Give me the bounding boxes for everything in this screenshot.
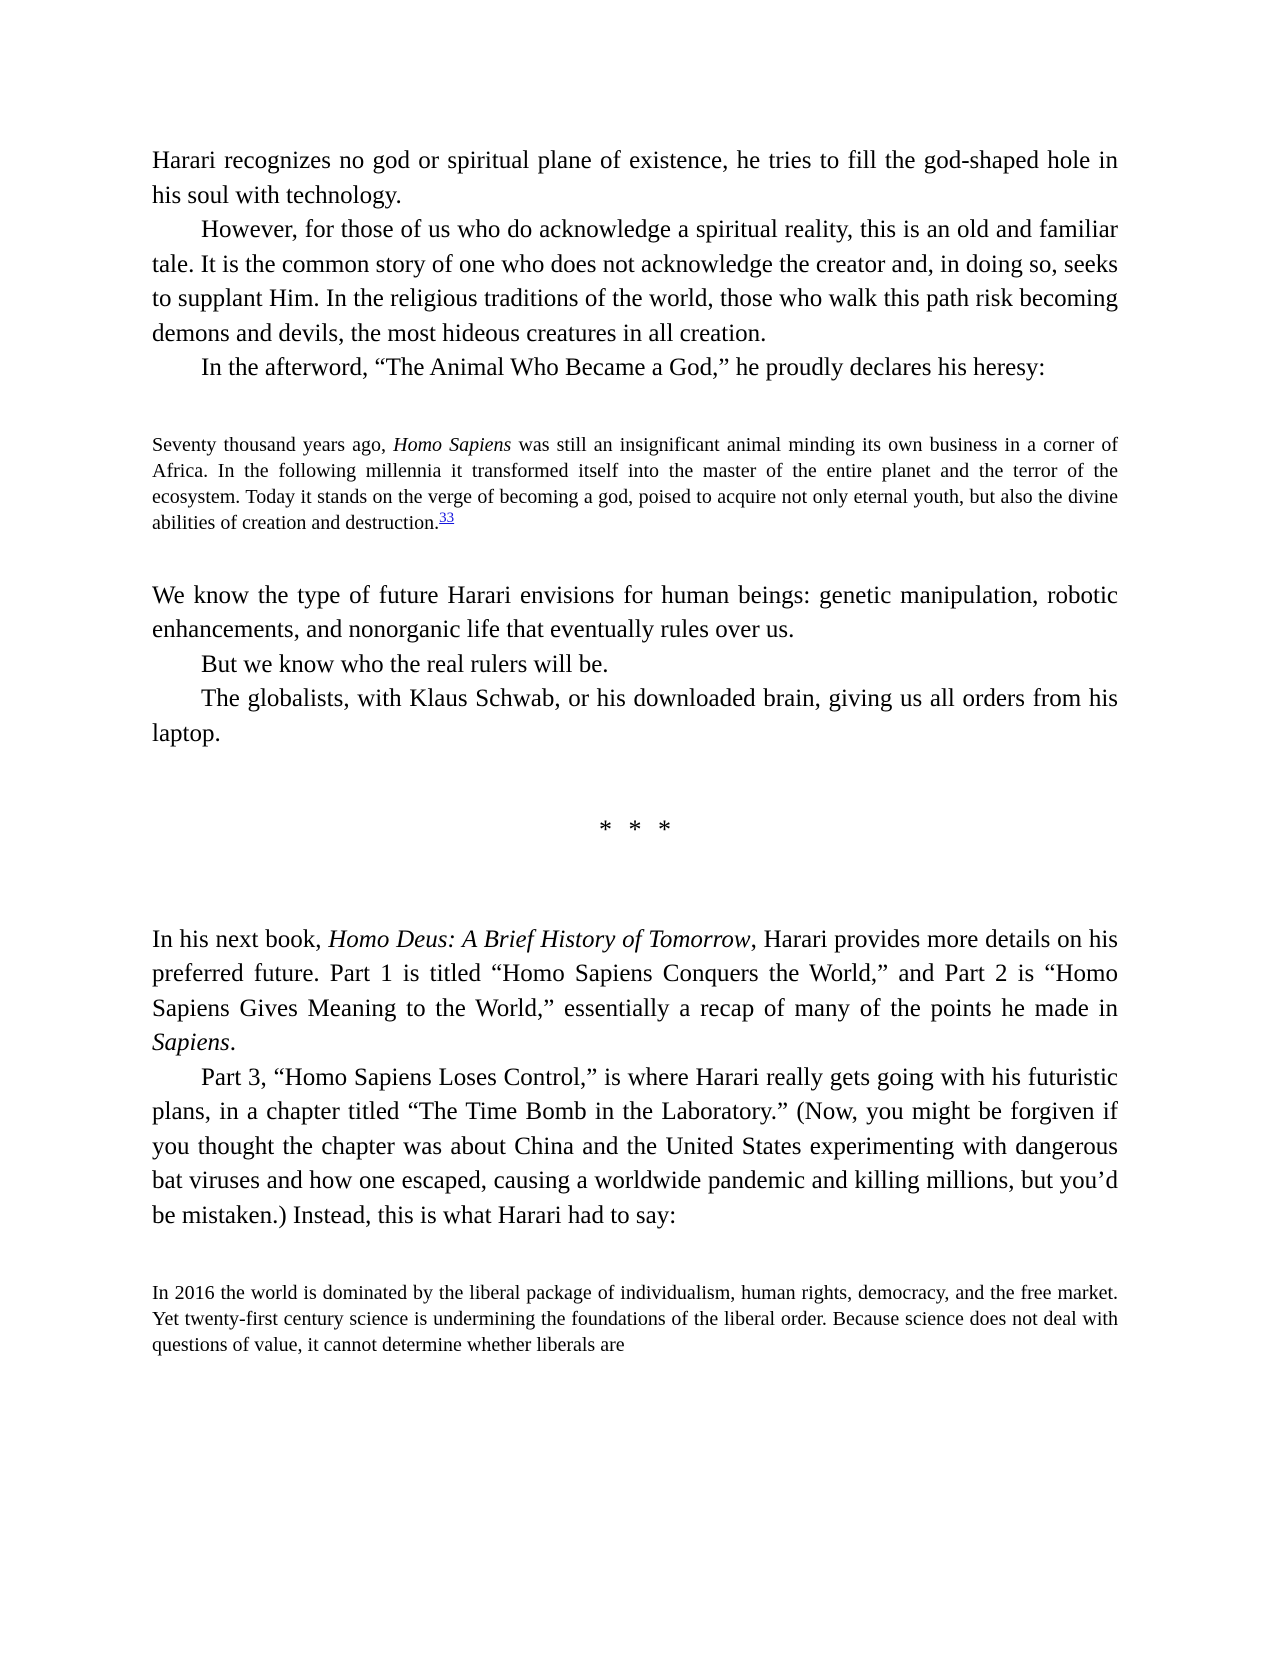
paragraph-however-spiritual: However, for those of us who do acknowledge a spiritual reality, this is an old and familiar tale. It is the common story of one who does not acknowledge the creator and, in doing so, seeks to supplant Him. In the religious traditions of the world, those who walk this path risk becoming demons and devils, the most hideous creatures in all creation. (152, 216, 1118, 347)
footnote-33-link[interactable]: 33 (439, 509, 455, 526)
paragraph-afterword: In the afterword, “The Animal Who Became a God,” he proudly declares his heresy: (201, 354, 1046, 381)
paragraph-real-rulers: But we know who the real rulers will be. (201, 650, 609, 678)
paragraph-next-book-homo-deus: In his next book, Homo Deus: A Brief History of Tomorrow, Harari provides more details on his preferred future. Part 1 is titled “Homo Sapiens Conquers the World,” and Part 2 is “Homo Sapiens Gives Meaning to the World,” essentially a recap of many of the points he made in Sapiens. (152, 925, 1119, 1056)
blockquote-seventy-thousand-years: Seventy thousand years ago, Homo Sapiens was still an insignificant animal minding its own business in a corner of Africa. In the following millennia it transformed itself into the master of the entire planet and the terror of the ecosystem. Today it stands on the verge of becoming a god, poised to acquire not only eternal youth, but also the divine abilities of creation and destruction.$^{33}$ (152, 433, 1118, 534)
blockquote-in-2016: In 2016 the world is dominated by the liberal package of individualism, human rights, democracy, and the free market. Yet twenty-first century science is undermining the foundations of the liberal order. Because science does not deal with questions of value, it cannot determine whether liberals are (152, 1282, 1118, 1356)
paragraph-we-know-future: We know the type of future Harari envisions for human beings: genetic manipulation, robotic enhancements, and nonorganic life that eventually rules over us. (152, 581, 1118, 643)
paragraph-harari-recognizes: Harari recognizes no god or spiritual plane of existence, he tries to fill the god-shaped hole in his soul with technology. (152, 147, 1118, 209)
paragraph-part-3-loses-control: Part 3, “Homo Sapiens Loses Control,” is where Harari really gets going with his futuristic plans, in a chapter titled “The Time Bomb in the Laboratory.” (Now, you might be forgiven if you thought the chapter was about China and the United States experimenting with dangerous bat viruses and how one escaped, causing a worldwide pandemic and killing millions, but you’d be mistaken.) Instead, this is what Harari had to say: (152, 1063, 1118, 1229)
section-break-asterisks: * * * (599, 815, 671, 844)
paragraph-globalists: The globalists, with Klaus Schwab, or his downloaded brain, giving us all orders from his laptop. (152, 685, 1118, 747)
